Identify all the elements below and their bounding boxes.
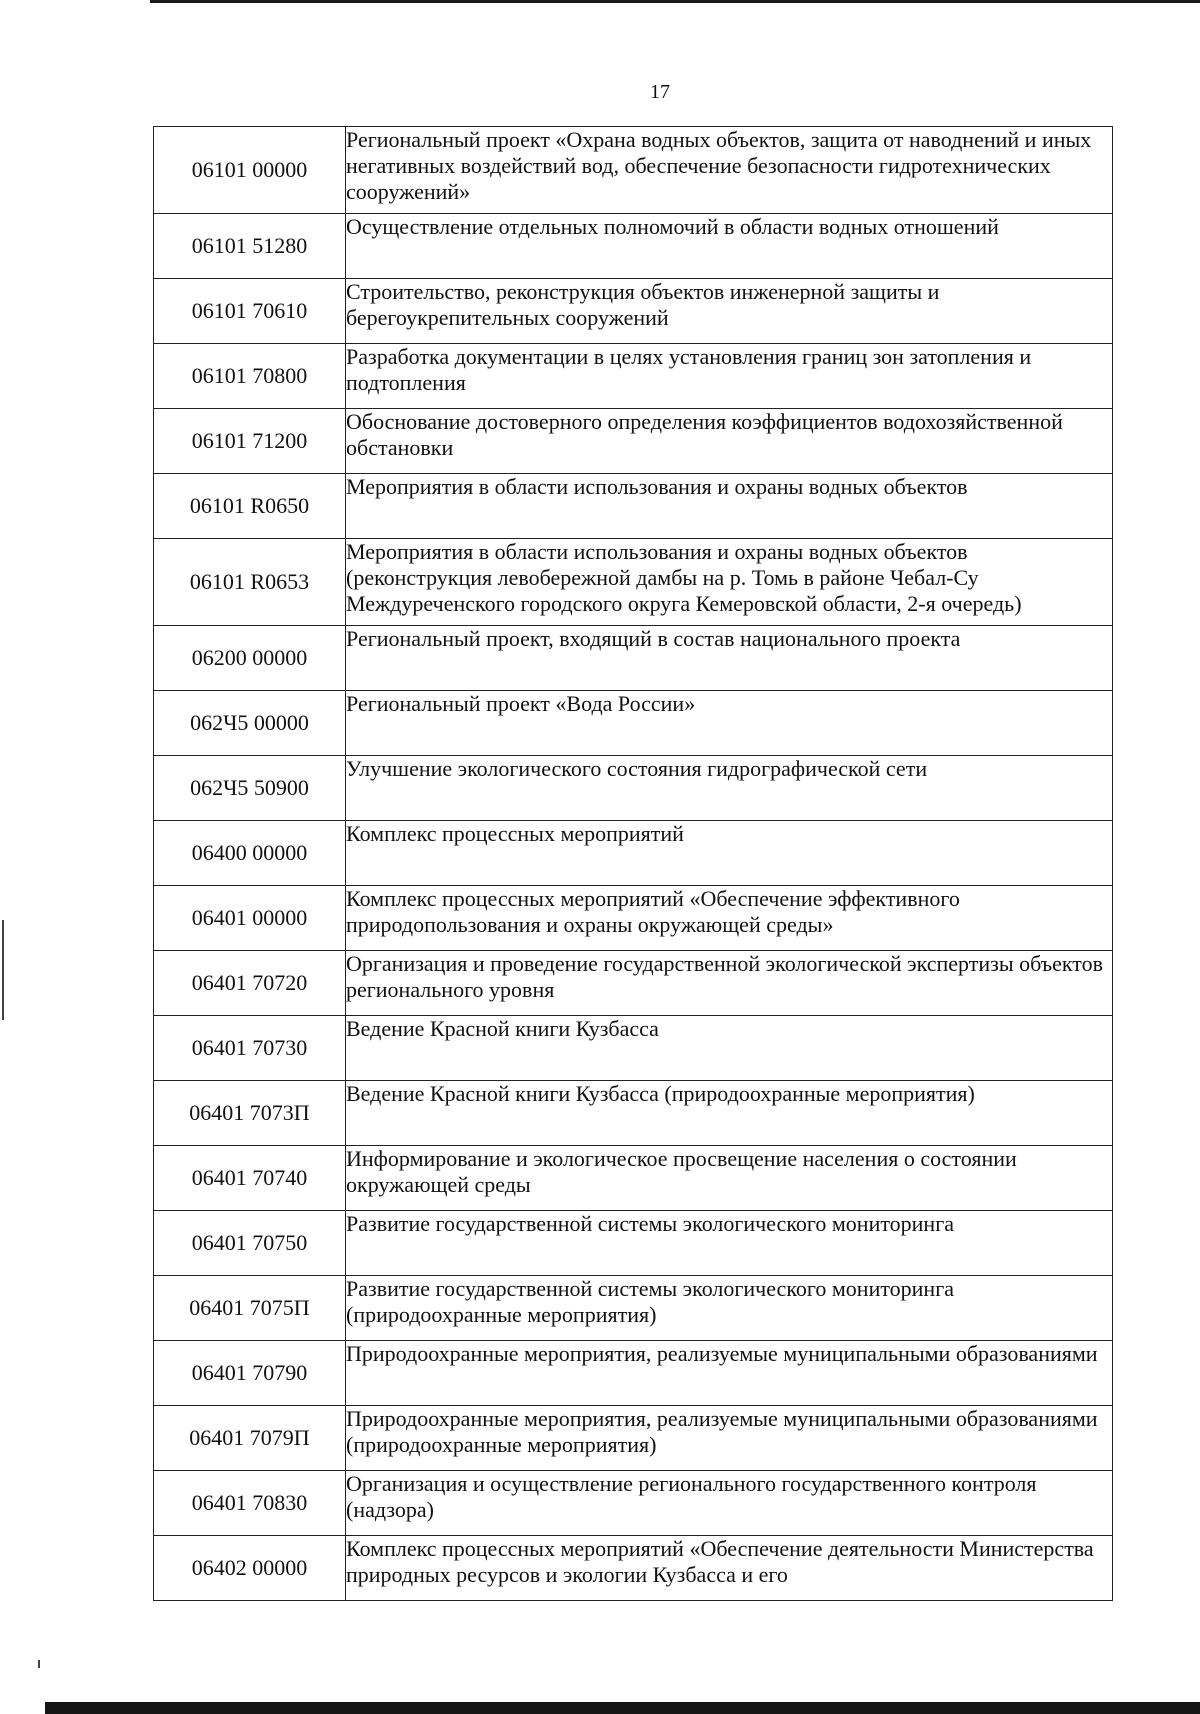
row-code: 06401 70790: [154, 1341, 346, 1406]
row-description: Мероприятия в области использования и охраны водных объектов (реконструкция левобережной дамбы на р. Томь в районе Чебал-Су Междуреченского городского округа Кемеровской области, 2-я очередь): [346, 539, 1113, 626]
row-code: 06101 70610: [154, 279, 346, 344]
scan-edge-mark: [2, 920, 4, 1020]
table-row: [154, 1341, 1113, 1406]
table-row: [154, 214, 1113, 279]
table-row: [154, 344, 1113, 409]
row-description: Ведение Красной книги Кузбасса: [346, 1016, 1113, 1081]
row-description: Обоснование достоверного определения коэффициентов водохозяйственной обстановки: [346, 409, 1113, 474]
row-code: 06401 7073П: [154, 1081, 346, 1146]
table-row: [154, 1406, 1113, 1471]
scan-speck: [38, 1660, 40, 1668]
table-row: [154, 474, 1113, 539]
row-code: 06401 70750: [154, 1211, 346, 1276]
row-code: 06400 00000: [154, 821, 346, 886]
budget-code-table: [153, 126, 1113, 1601]
row-description: Мероприятия в области использования и охраны водных объектов: [346, 474, 1113, 539]
scan-top-rule: [150, 0, 1200, 3]
table-row: [154, 1471, 1113, 1536]
table-row: [154, 1146, 1113, 1211]
row-description: Развитие государственной системы экологического мониторинга: [346, 1211, 1113, 1276]
row-description: Комплекс процессных мероприятий: [346, 821, 1113, 886]
row-code: 06401 70830: [154, 1471, 346, 1536]
row-code: 06401 70730: [154, 1016, 346, 1081]
table-row: [154, 756, 1113, 821]
row-code: 06402 00000: [154, 1536, 346, 1601]
table-row: [154, 127, 1113, 214]
table-row: [154, 886, 1113, 951]
row-code: 06200 00000: [154, 626, 346, 691]
row-description: Осуществление отдельных полномочий в области водных отношений: [346, 214, 1113, 279]
table-row: [154, 1276, 1113, 1341]
row-code: 06101 71200: [154, 409, 346, 474]
row-description: Информирование и экологическое просвещение населения о состоянии окружающей среды: [346, 1146, 1113, 1211]
row-code: 062Ч5 00000: [154, 691, 346, 756]
table-row: [154, 279, 1113, 344]
row-description: Региональный проект, входящий в состав национального проекта: [346, 626, 1113, 691]
row-description: Организация и проведение государственной экологической экспертизы объектов регионального уровня: [346, 951, 1113, 1016]
table-row: [154, 1536, 1113, 1601]
row-description: Развитие государственной системы экологического мониторинга (природоохранные мероприятия): [346, 1276, 1113, 1341]
row-description: Комплекс процессных мероприятий «Обеспечение деятельности Министерства природных ресурсов и экологии Кузбасса и его: [346, 1536, 1113, 1601]
page-number: 17: [650, 81, 670, 103]
row-code: 06101 51280: [154, 214, 346, 279]
row-code: 06101 R0650: [154, 474, 346, 539]
row-description: Комплекс процессных мероприятий «Обеспечение эффективного природопользования и охраны окружающей среды»: [346, 886, 1113, 951]
table-row: [154, 951, 1113, 1016]
table-row: [154, 539, 1113, 626]
row-code: 06101 R0653: [154, 539, 346, 626]
row-code: 06401 00000: [154, 886, 346, 951]
row-code: 06401 7075П: [154, 1276, 346, 1341]
row-description: Природоохранные мероприятия, реализуемые муниципальными образованиями (природоохранные мероприятия): [346, 1406, 1113, 1471]
table-row: [154, 691, 1113, 756]
row-description: Строительство, реконструкция объектов инженерной защиты и берегоукрепительных сооружений: [346, 279, 1113, 344]
row-description: Региональный проект «Охрана водных объектов, защита от наводнений и иных негативных воздействий вод, обеспечение безопасности гидротехнических сооружений»: [346, 127, 1113, 214]
row-code: 062Ч5 50900: [154, 756, 346, 821]
table-row: [154, 626, 1113, 691]
row-description: Ведение Красной книги Кузбасса (природоохранные мероприятия): [346, 1081, 1113, 1146]
row-code: 06401 7079П: [154, 1406, 346, 1471]
table-row: [154, 1081, 1113, 1146]
row-code: 06401 70740: [154, 1146, 346, 1211]
table-row: [154, 409, 1113, 474]
scan-bottom-rule: [45, 1702, 1200, 1714]
row-code: 06101 00000: [154, 127, 346, 214]
row-description: Региональный проект «Вода России»: [346, 691, 1113, 756]
row-code: 06401 70720: [154, 951, 346, 1016]
row-description: Разработка документации в целях установления границ зон затопления и подтопления: [346, 344, 1113, 409]
row-code: 06101 70800: [154, 344, 346, 409]
row-description: Природоохранные мероприятия, реализуемые муниципальными образованиями: [346, 1341, 1113, 1406]
table-row: [154, 1211, 1113, 1276]
table-row: [154, 821, 1113, 886]
row-description: Организация и осуществление регионального государственного контроля (надзора): [346, 1471, 1113, 1536]
table-row: [154, 1016, 1113, 1081]
row-description: Улучшение экологического состояния гидрографической сети: [346, 756, 1113, 821]
